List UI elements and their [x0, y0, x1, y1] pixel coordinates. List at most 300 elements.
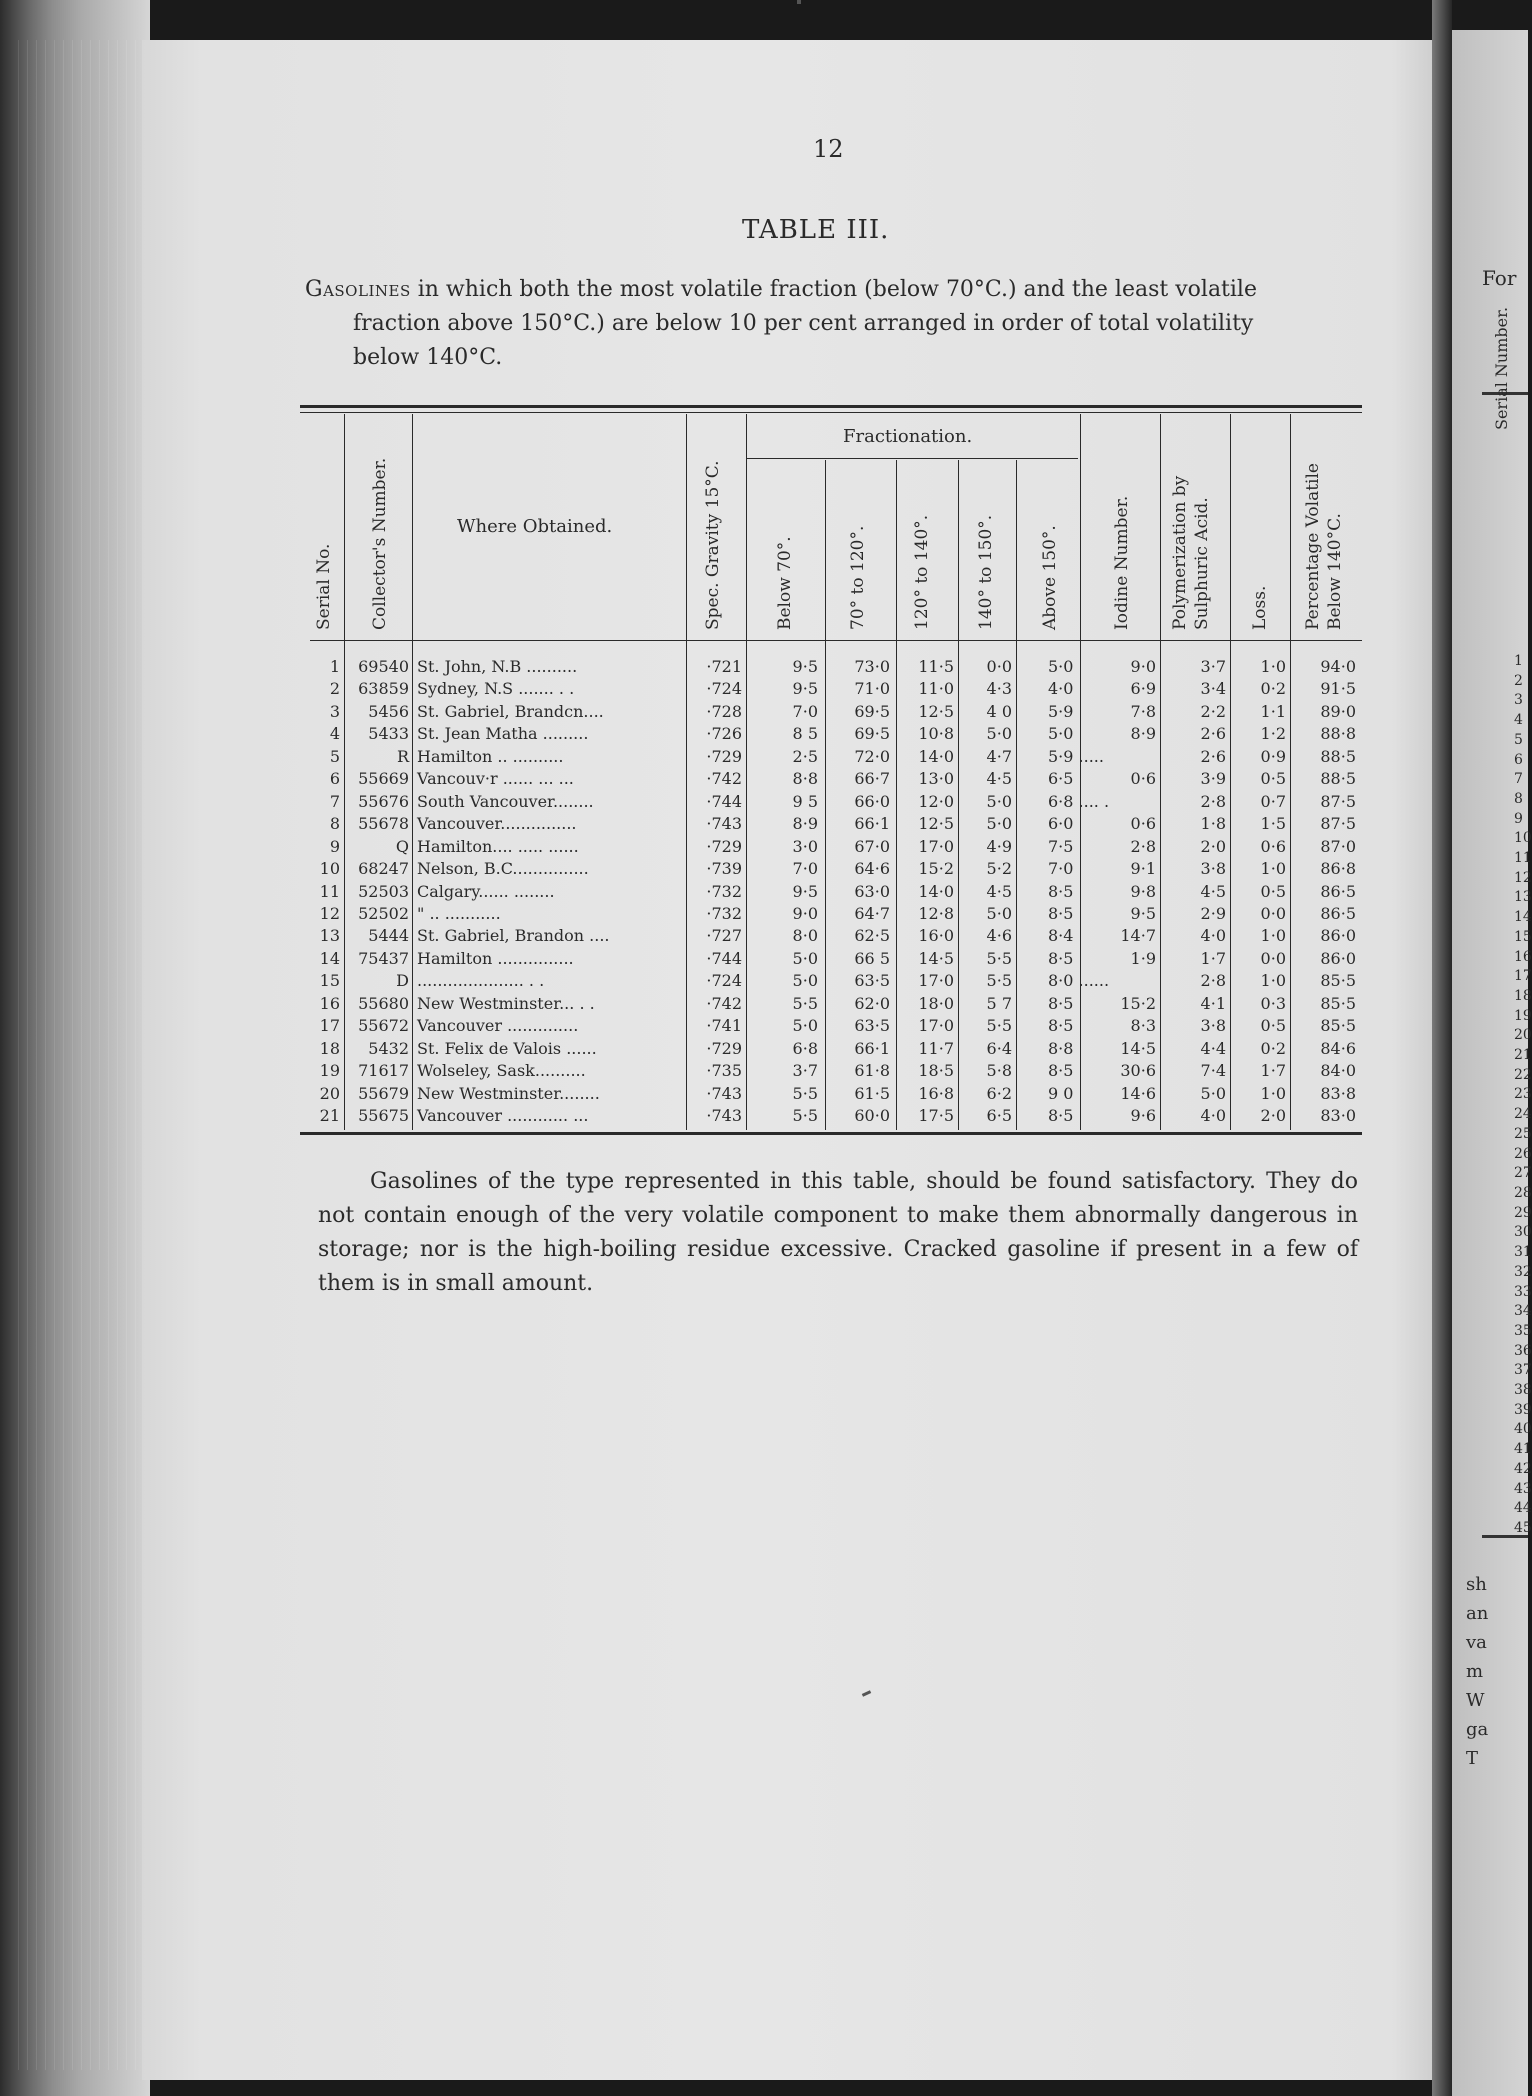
cell-percentage: 86·8 [1320, 859, 1356, 879]
cell-serial: 5 [329, 746, 340, 766]
cell-polymerization: 4·4 [1200, 1038, 1226, 1058]
header-70-120: 70° to 120°. [848, 525, 868, 630]
cell-120-140: 14·5 [918, 948, 954, 968]
cell-collector: 5433 [368, 724, 409, 744]
cell-polymerization: 7·4 [1200, 1061, 1226, 1081]
cell-120-140: 11·0 [918, 679, 954, 699]
cell-70-120: 71·0 [854, 679, 890, 699]
cell-70-120: 61·5 [854, 1083, 890, 1103]
right-page-serial-number: 33 [1514, 1283, 1532, 1300]
cell-iodine: 14·7 [1120, 926, 1156, 946]
cell-polymerization: 5·0 [1200, 1083, 1226, 1103]
right-page-serial-number: 1 [1514, 653, 1523, 669]
cell-above-150: 8·5 [1048, 993, 1074, 1013]
column-divider [412, 414, 413, 1130]
cell-above-150: 8·4 [1048, 926, 1074, 946]
cell-below-70: 7·0 [792, 701, 818, 721]
cell-serial: 16 [319, 993, 340, 1013]
cell-where-obtained: Hamilton .. .......... [417, 746, 564, 766]
cell-serial: 3 [329, 701, 340, 721]
page-number: 12 [813, 135, 844, 163]
cell-70-120: 61·8 [854, 1061, 890, 1081]
right-page-serial-number: 12 [1514, 869, 1532, 886]
cell-iodine: 0·6 [1130, 769, 1156, 789]
cell-70-120: 66 5 [854, 948, 890, 968]
cell-collector: D [396, 971, 409, 991]
cell-below-70: 3·0 [792, 836, 818, 856]
cell-iodine: 9·6 [1130, 1106, 1156, 1125]
cell-collector: 52502 [358, 903, 409, 923]
cell-140-150: 5·2 [986, 859, 1012, 879]
right-page-text-fragment: ga [1466, 1719, 1489, 1740]
cell-70-120: 72·0 [854, 746, 890, 766]
cell-140-150: 4·5 [986, 881, 1012, 901]
cell-loss: 0·5 [1260, 1016, 1286, 1036]
right-page-serial-number: 8 [1514, 790, 1523, 807]
cell-140-150: 5·5 [986, 971, 1012, 991]
book-gutter [1432, 0, 1452, 2096]
cell-below-70: 7·0 [792, 859, 818, 879]
header-where: Where Obtained. [457, 516, 613, 537]
cell-loss: 1·0 [1260, 859, 1286, 879]
cell-percentage: 86·5 [1320, 881, 1356, 901]
cell-70-120: 63·5 [854, 971, 890, 991]
cell-spec-gravity: ·735 [706, 1061, 742, 1081]
cell-collector: 71617 [358, 1061, 409, 1081]
cell-percentage: 88·8 [1320, 724, 1356, 744]
cell-spec-gravity: ·732 [706, 881, 742, 901]
cell-percentage: 83·8 [1320, 1083, 1356, 1103]
right-page-serial-number: 29 [1514, 1204, 1532, 1221]
cell-above-150: 7·0 [1048, 859, 1074, 879]
right-page-serial-number: 4 [1514, 712, 1523, 729]
cell-where-obtained: St. John, N.B .......... [417, 657, 578, 676]
cell-percentage: 83·0 [1320, 1106, 1356, 1125]
right-page-serial-number: 44 [1514, 1500, 1532, 1517]
column-divider [958, 460, 959, 1130]
cell-below-70: 8·9 [792, 814, 818, 834]
cell-140-150: 6·4 [986, 1038, 1012, 1058]
cell-where-obtained: Hamilton.... ..... ...... [417, 836, 579, 856]
cell-serial: 18 [319, 1038, 340, 1058]
column-divider [686, 414, 687, 1130]
right-page-serial-number: 14 [1514, 909, 1532, 926]
header-140-150: 140° to 150°. [976, 514, 996, 630]
cell-above-150: 8·5 [1048, 1106, 1074, 1125]
cell-spec-gravity: ·743 [706, 1083, 742, 1103]
cell-polymerization: 2·8 [1200, 971, 1226, 991]
cell-percentage: 88·5 [1320, 746, 1356, 766]
cell-collector: 55669 [358, 769, 409, 789]
cell-below-70: 6·8 [792, 1038, 818, 1058]
cell-spec-gravity: ·724 [706, 971, 742, 991]
right-page-serial-number: 31 [1514, 1244, 1532, 1261]
cell-collector: 55672 [358, 1016, 409, 1036]
cell-where-obtained: Vancouv·r ...... ... ... [417, 769, 574, 789]
cell-where-obtained: " .. ........... [417, 903, 501, 923]
right-page-serial-number: 42 [1514, 1460, 1532, 1477]
cell-serial: 17 [319, 1016, 340, 1036]
cell-140-150: 5·0 [986, 814, 1012, 834]
header-polymerization-line-1: Polymerization by [1170, 475, 1190, 630]
cell-iodine: 30·6 [1120, 1061, 1156, 1081]
cell-serial: 10 [319, 859, 340, 879]
cell-serial: 11 [319, 881, 340, 901]
cell-70-120: 62·5 [854, 926, 890, 946]
cell-120-140: 10·8 [918, 724, 954, 744]
cell-collector: 55678 [358, 814, 409, 834]
cell-below-70: 5·5 [792, 1083, 818, 1103]
cell-polymerization: 2·8 [1200, 791, 1226, 811]
cell-loss: 1·2 [1260, 724, 1286, 744]
fractionation-rule [746, 458, 1078, 459]
cell-polymerization: 4·0 [1200, 1106, 1226, 1125]
column-divider [1160, 414, 1161, 1130]
cell-percentage: 86·5 [1320, 903, 1356, 923]
cell-iodine: 9·0 [1130, 657, 1156, 676]
cell-where-obtained: St. Jean Matha ......... [417, 724, 589, 744]
cell-below-70: 2·5 [792, 746, 818, 766]
cell-spec-gravity: ·742 [706, 993, 742, 1013]
right-page-serial-number: 25 [1514, 1125, 1532, 1142]
cell-collector: 5432 [368, 1038, 409, 1058]
cell-percentage: 87·0 [1320, 836, 1356, 856]
cell-loss: 0·5 [1260, 881, 1286, 901]
cell-iodine: 9·8 [1130, 881, 1156, 901]
cell-above-150: 5·0 [1048, 724, 1074, 744]
right-page-serial-number: 35 [1514, 1322, 1532, 1339]
right-page-serial-number: 3 [1514, 692, 1523, 709]
cell-120-140: 12·5 [918, 814, 954, 834]
cell-above-150: 9 0 [1048, 1083, 1074, 1103]
cell-70-120: 66·7 [854, 769, 890, 789]
cell-percentage: 86·0 [1320, 926, 1356, 946]
header-percentage-line-1: Percentage Volatile [1303, 463, 1323, 630]
cell-iodine: 9·5 [1130, 903, 1156, 923]
right-page-serial-number: 5 [1514, 731, 1523, 748]
cell-iodine: 2·8 [1130, 836, 1156, 856]
cell-serial: 13 [319, 926, 340, 946]
cell-140-150: 6·5 [986, 1106, 1012, 1125]
cell-120-140: 15·2 [918, 859, 954, 879]
cell-where-obtained: Wolseley, Sask.......... [417, 1061, 586, 1081]
cell-above-150: 8·5 [1048, 1016, 1074, 1036]
header-polymerization-line-2: Sulphuric Acid. [1192, 497, 1212, 630]
cell-collector: 68247 [358, 859, 409, 879]
cell-percentage: 85·5 [1320, 1016, 1356, 1036]
cell-collector: 5456 [368, 701, 409, 721]
cell-70-120: 64·7 [854, 903, 890, 923]
cell-spec-gravity: ·724 [706, 679, 742, 699]
right-page-serial-number: 27 [1514, 1165, 1532, 1182]
book-spine [0, 0, 150, 2096]
cell-below-70: 5·0 [792, 1016, 818, 1036]
cell-above-150: 8·5 [1048, 881, 1074, 901]
cell-polymerization: 4·1 [1200, 993, 1226, 1013]
cell-120-140: 17·0 [918, 836, 954, 856]
caption-line-3: below 140°C. [353, 345, 503, 370]
cell-serial: 8 [329, 814, 340, 834]
cell-below-70: 8·0 [792, 926, 818, 946]
cell-140-150: 5·8 [986, 1061, 1012, 1081]
cell-above-150: 6·5 [1048, 769, 1074, 789]
cell-loss: 1·0 [1260, 971, 1286, 991]
header-percentage-line-2: Below 140°C. [1325, 513, 1345, 630]
cell-collector: 55680 [358, 993, 409, 1013]
right-page [1452, 30, 1532, 2096]
cell-70-120: 73·0 [854, 657, 890, 676]
right-page-serial-number: 7 [1514, 771, 1523, 788]
cell-above-150: 6·0 [1048, 814, 1074, 834]
right-page-serial-header: Serial Number. [1492, 306, 1511, 430]
cell-collector: R [396, 746, 409, 766]
cell-140-150: 5·0 [986, 903, 1012, 923]
cell-percentage: 88·5 [1320, 769, 1356, 789]
right-page-text-fragment: va [1466, 1632, 1487, 1653]
right-page-serial-number: 30 [1514, 1224, 1532, 1241]
cell-above-150: 5·9 ..... [1048, 746, 1104, 766]
cell-polymerization: 4·0 [1200, 926, 1226, 946]
cell-below-70: 3·7 [792, 1061, 818, 1081]
cell-140-150: 0·0 [986, 657, 1012, 676]
cell-percentage: 87·5 [1320, 814, 1356, 834]
cell-percentage: 94·0 [1320, 657, 1356, 676]
right-page-serial-number: 24 [1514, 1106, 1532, 1123]
right-page-serial-number: 20 [1514, 1027, 1532, 1044]
cell-below-70: 5·5 [792, 993, 818, 1013]
right-page-serial-number: 15 [1514, 928, 1532, 945]
cell-serial: 7 [329, 791, 340, 811]
right-page-serial-number: 38 [1514, 1382, 1532, 1399]
cell-where-obtained: St. Gabriel, Brandcn.... [417, 701, 604, 721]
cell-spec-gravity: ·729 [706, 836, 742, 856]
cell-120-140: 18·5 [918, 1061, 954, 1081]
cell-70-120: 63·5 [854, 1016, 890, 1036]
right-page-serial-number: 28 [1514, 1184, 1532, 1201]
cell-140-150: 4·9 [986, 836, 1012, 856]
cell-120-140: 17·0 [918, 971, 954, 991]
cell-120-140: 16·8 [918, 1083, 954, 1103]
header-above-150: Above 150°. [1040, 525, 1060, 630]
cell-140-150: 4·6 [986, 926, 1012, 946]
right-page-serial-numbers [1514, 652, 1532, 1539]
cell-140-150: 5·5 [986, 1016, 1012, 1036]
cell-140-150: 5·5 [986, 948, 1012, 968]
cell-iodine: 7·8 [1130, 701, 1156, 721]
cell-loss: 0·0 [1260, 903, 1286, 923]
right-page-serial-number: 18 [1514, 987, 1532, 1004]
cell-120-140: 12·8 [918, 903, 954, 923]
header-serial: Serial No. [314, 543, 334, 630]
cell-polymerization: 3·9 [1200, 769, 1226, 789]
right-page-text-fragment: sh [1466, 1574, 1487, 1595]
cell-iodine: 1·9 [1130, 948, 1156, 968]
cell-iodine: 8·9 [1130, 724, 1156, 744]
cell-where-obtained: New Westminster........ [417, 1083, 600, 1103]
right-page-serial-number: 6 [1514, 751, 1523, 768]
cell-where-obtained: Vancouver ............ ... [417, 1106, 589, 1125]
right-page-text-fragment: an [1466, 1603, 1489, 1624]
column-divider [1016, 460, 1017, 1130]
cell-iodine: 15·2 [1120, 993, 1156, 1013]
cell-loss: 1·0 [1260, 657, 1286, 676]
cell-120-140: 14·0 [918, 746, 954, 766]
cell-where-obtained: ..................... . . [417, 971, 545, 991]
right-page-serial-number: 26 [1514, 1145, 1532, 1162]
cell-serial: 20 [319, 1083, 340, 1103]
column-divider [896, 460, 897, 1130]
cell-spec-gravity: ·743 [706, 814, 742, 834]
cell-below-70: 9·5 [792, 881, 818, 901]
cell-serial: 1 [329, 657, 340, 676]
page-edges [18, 40, 138, 2070]
cell-polymerization: 3·4 [1200, 679, 1226, 699]
cell-loss: 0·0 [1260, 948, 1286, 968]
header-bottom-rule [310, 640, 1362, 641]
cell-70-120: 62·0 [854, 993, 890, 1013]
cell-70-120: 66·0 [854, 791, 890, 811]
right-page-serial-number: 39 [1514, 1401, 1532, 1418]
cell-loss: 1·7 [1260, 1061, 1286, 1081]
header-loss: Loss. [1250, 585, 1270, 630]
cell-collector: 55676 [358, 791, 409, 811]
cell-120-140: 11·5 [918, 657, 954, 676]
right-page-serial-number: 45 [1514, 1519, 1532, 1536]
right-page-serial-number: 37 [1514, 1362, 1532, 1379]
cell-loss: 0·2 [1260, 1038, 1286, 1058]
cell-spec-gravity: ·727 [706, 926, 742, 946]
cell-polymerization: 2·2 [1200, 701, 1226, 721]
cell-spec-gravity: ·743 [706, 1106, 742, 1125]
header-120-140: 120° to 140°. [912, 514, 932, 630]
cell-below-70: 8 5 [792, 724, 818, 744]
cell-where-obtained: South Vancouver........ [417, 791, 594, 811]
scan-speck [797, 0, 801, 4]
cell-below-70: 9·5 [792, 679, 818, 699]
cell-140-150: 4·7 [986, 746, 1012, 766]
cell-loss: 0·6 [1260, 836, 1286, 856]
cell-above-150: 8·5 [1048, 903, 1074, 923]
cell-loss: 0·7 [1260, 791, 1286, 811]
cell-spec-gravity: ·744 [706, 791, 742, 811]
body-text [318, 1165, 1358, 1301]
cell-140-150: 6·2 [986, 1083, 1012, 1103]
cell-where-obtained: Calgary...... ........ [417, 881, 555, 901]
right-page-text-fragment: T [1466, 1748, 1479, 1769]
cell-polymerization: 3·7 [1200, 657, 1226, 676]
header-fractionation: Fractionation. [843, 426, 973, 447]
cell-70-120: 66·1 [854, 1038, 890, 1058]
cell-spec-gravity: ·739 [706, 859, 742, 879]
right-page-serial-number: 10 [1514, 830, 1532, 847]
right-page-serial-number: 23 [1514, 1086, 1532, 1103]
table-bottom-rule [300, 1132, 1362, 1135]
cell-below-70: 5·0 [792, 948, 818, 968]
cell-below-70: 5·5 [792, 1106, 818, 1125]
header-iodine: Iodine Number. [1112, 495, 1132, 630]
cell-spec-gravity: ·741 [706, 1016, 742, 1036]
cell-iodine: 14·6 [1120, 1083, 1156, 1103]
cell-iodine: 14·5 [1120, 1038, 1156, 1058]
cell-percentage: 85·5 [1320, 993, 1356, 1013]
cell-where-obtained: Vancouver............... [417, 814, 577, 834]
cell-iodine: 0·6 [1130, 814, 1156, 834]
cell-140-150: 5·0 [986, 791, 1012, 811]
right-page-serial-number: 13 [1514, 889, 1532, 906]
cell-loss: 1·0 [1260, 1083, 1286, 1103]
cell-70-120: 69·5 [854, 701, 890, 721]
cell-serial: 15 [319, 971, 340, 991]
column-divider [825, 460, 826, 1130]
right-page-serial-number: 21 [1514, 1047, 1532, 1064]
cell-where-obtained: Sydney, N.S ....... . . [417, 679, 575, 699]
body-paragraph: Gasolines of the type represented in this table, should be found satisfactory. They do not contain enough of the very volatile component to make them abnormally dangerous in storage; nor is the high-boiling residue excessive. Cracked gasoline if present in a few of them is in small amount. [318, 1169, 1358, 1296]
header-spec-gravity: Spec. Gravity 15°C. [703, 460, 723, 630]
cell-below-70: 9 5 [792, 791, 818, 811]
cell-140-150: 5 7 [986, 993, 1012, 1013]
cell-serial: 9 [329, 836, 340, 856]
cell-120-140: 14·0 [918, 881, 954, 901]
cell-polymerization: 1·7 [1200, 948, 1226, 968]
cell-collector: 55679 [358, 1083, 409, 1103]
cell-70-120: 66·1 [854, 814, 890, 834]
cell-percentage: 89·0 [1320, 701, 1356, 721]
cell-iodine: 6·9 [1130, 679, 1156, 699]
cell-where-obtained: New Westminster... . . [417, 993, 595, 1013]
cell-70-120: 60·0 [854, 1106, 890, 1125]
cell-serial: 6 [329, 769, 340, 789]
cell-where-obtained: Vancouver .............. [417, 1016, 579, 1036]
cell-120-140: 12·0 [918, 791, 954, 811]
cell-where-obtained: St. Gabriel, Brandon .... [417, 926, 610, 946]
right-page-serial-number: 40 [1514, 1421, 1532, 1438]
cell-70-120: 69·5 [854, 724, 890, 744]
cell-spec-gravity: ·744 [706, 948, 742, 968]
table-top-rule [300, 405, 1362, 408]
cell-above-150: 8·0 ...... [1048, 971, 1110, 991]
caption-line-2: fraction above 150°C.) are below 10 per cent arranged in order of total volatility [353, 311, 1254, 336]
right-page-serial-number: 43 [1514, 1480, 1532, 1497]
cell-loss: 1·5 [1260, 814, 1286, 834]
cell-above-150: 5·0 [1048, 657, 1074, 676]
cell-spec-gravity: ·726 [706, 724, 742, 744]
right-page-serial-number: 36 [1514, 1342, 1532, 1359]
right-page-serial-number: 2 [1514, 672, 1523, 689]
cell-spec-gravity: ·721 [706, 657, 742, 676]
cell-polymerization: 3·8 [1200, 859, 1226, 879]
cell-below-70: 8·8 [792, 769, 818, 789]
cell-loss: 0·3 [1260, 993, 1286, 1013]
cell-collector: 69540 [358, 657, 409, 676]
cell-serial: 2 [329, 679, 340, 699]
right-page-text-fragment: W [1466, 1690, 1485, 1711]
cell-120-140: 13·0 [918, 769, 954, 789]
cell-polymerization: 4·5 [1200, 881, 1226, 901]
right-page-serial-number: 9 [1514, 810, 1523, 827]
right-page-serial-number: 32 [1514, 1263, 1532, 1280]
cell-polymerization: 3·8 [1200, 1016, 1226, 1036]
cell-percentage: 85·5 [1320, 971, 1356, 991]
cell-loss: 0·2 [1260, 679, 1286, 699]
cell-below-70: 5·0 [792, 971, 818, 991]
cell-120-140: 17·0 [918, 1016, 954, 1036]
cell-above-150: 7·5 [1048, 836, 1074, 856]
cell-iodine: 8·3 [1130, 1016, 1156, 1036]
cell-loss: 0·5 [1260, 769, 1286, 789]
cell-polymerization: 2·0 [1200, 836, 1226, 856]
cell-loss: 2·0 [1260, 1106, 1286, 1125]
cell-spec-gravity: ·742 [706, 769, 742, 789]
